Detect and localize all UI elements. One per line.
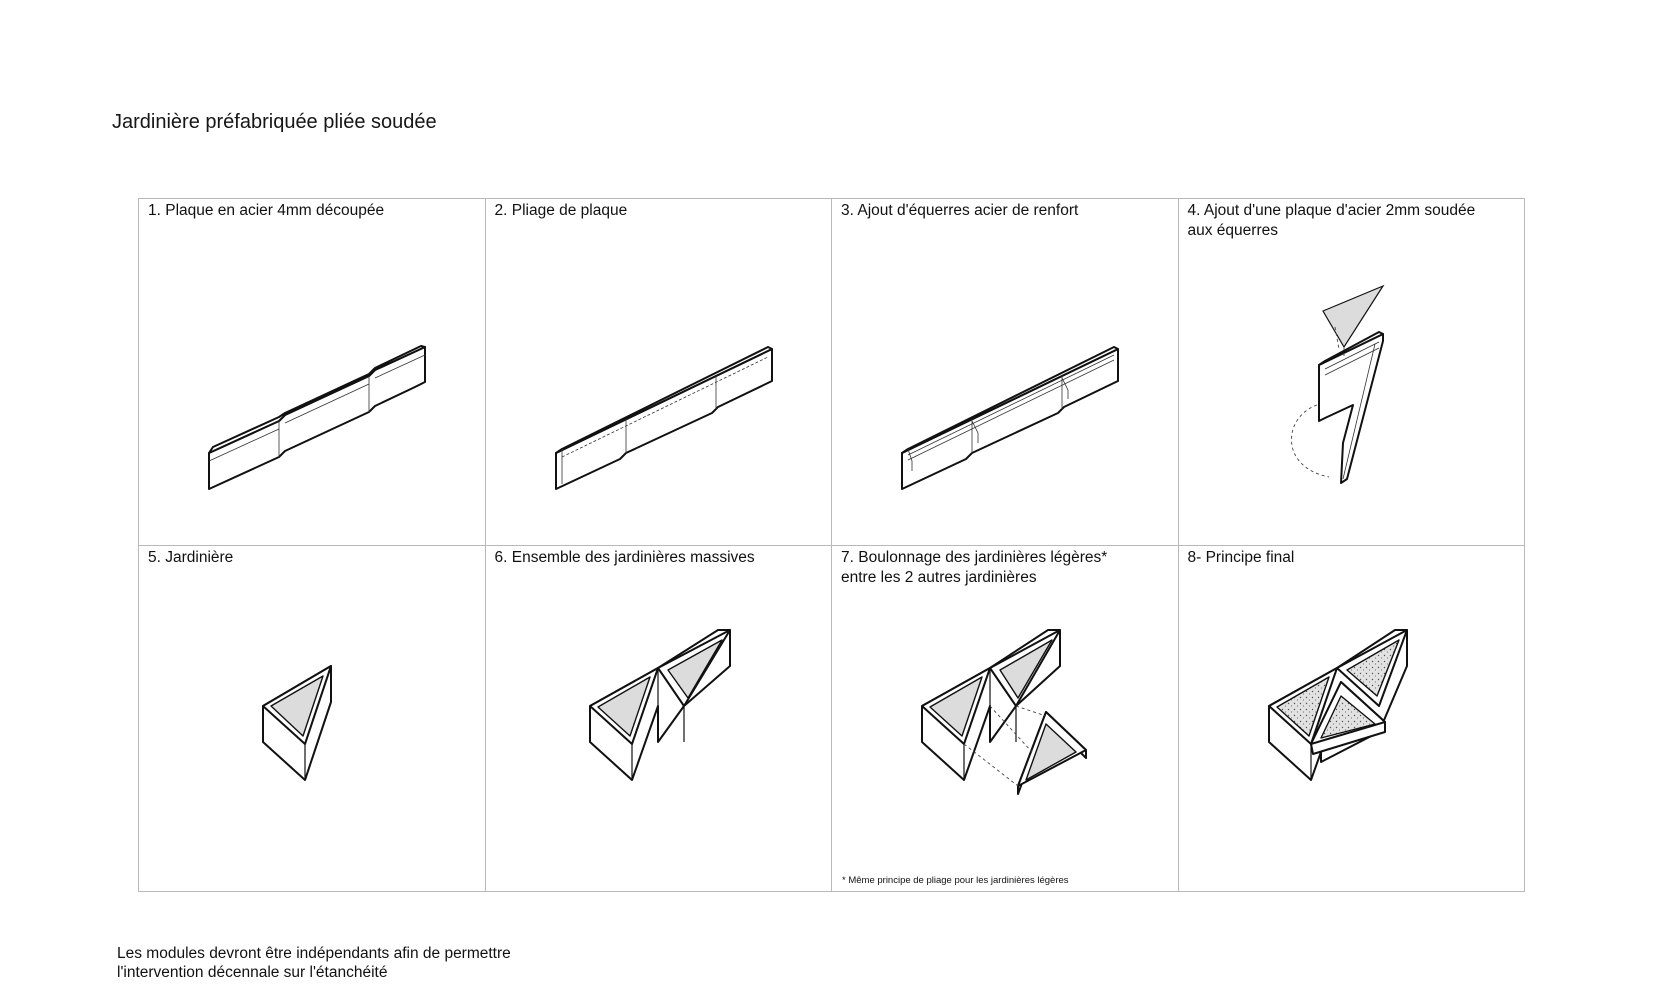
step-7-label: 7. Boulonnage des jardinières légères* entre les 2 autres jardinières xyxy=(841,548,1108,586)
final-principle-illustration xyxy=(1179,546,1525,892)
step-8-label: 8- Principe final xyxy=(1187,548,1295,566)
step-4-label: 4. Ajout d'une plaque d'acier 2mm soudée aux équerres xyxy=(1187,202,1476,239)
step-5-label: 5. Jardinière xyxy=(148,548,234,566)
steps-grid xyxy=(138,198,1525,892)
step-2-cell xyxy=(485,198,832,545)
page-title: Jardinière préfabriquée pliée soudée xyxy=(112,111,437,133)
light-planters-footnote: * Même principe de pliage pour les jardinières légères xyxy=(842,875,1069,886)
light-planter-bolting-illustration xyxy=(832,546,1178,892)
step-1-cell xyxy=(138,198,485,545)
reinforcement-brackets-illustration xyxy=(832,199,1178,545)
step-6-label: 6. Ensemble des jardinières massives xyxy=(494,548,755,566)
step-1-label: 1. Plaque en acier 4mm découpée xyxy=(148,202,385,219)
step-5-cell xyxy=(138,545,485,892)
step-3-cell xyxy=(831,198,1178,545)
cut-steel-plate-illustration xyxy=(139,199,485,545)
step-3-label: 3. Ajout d'équerres acier de renfort xyxy=(841,202,1079,219)
bottom-note: Les modules devront être indépendants afin de permettre l'intervention décennale sur l'étanchéité xyxy=(117,945,511,981)
step-6-cell xyxy=(485,545,832,892)
step-4-cell xyxy=(1178,198,1525,545)
step-8-cell xyxy=(1178,545,1525,892)
massive-planters-assembly-illustration xyxy=(486,546,832,892)
folded-plate-illustration xyxy=(486,199,832,545)
step-7-cell xyxy=(831,545,1178,892)
step-2-label: 2. Pliage de plaque xyxy=(494,202,628,219)
welded-plate-illustration xyxy=(1179,199,1525,545)
planter-module-illustration xyxy=(139,546,485,892)
